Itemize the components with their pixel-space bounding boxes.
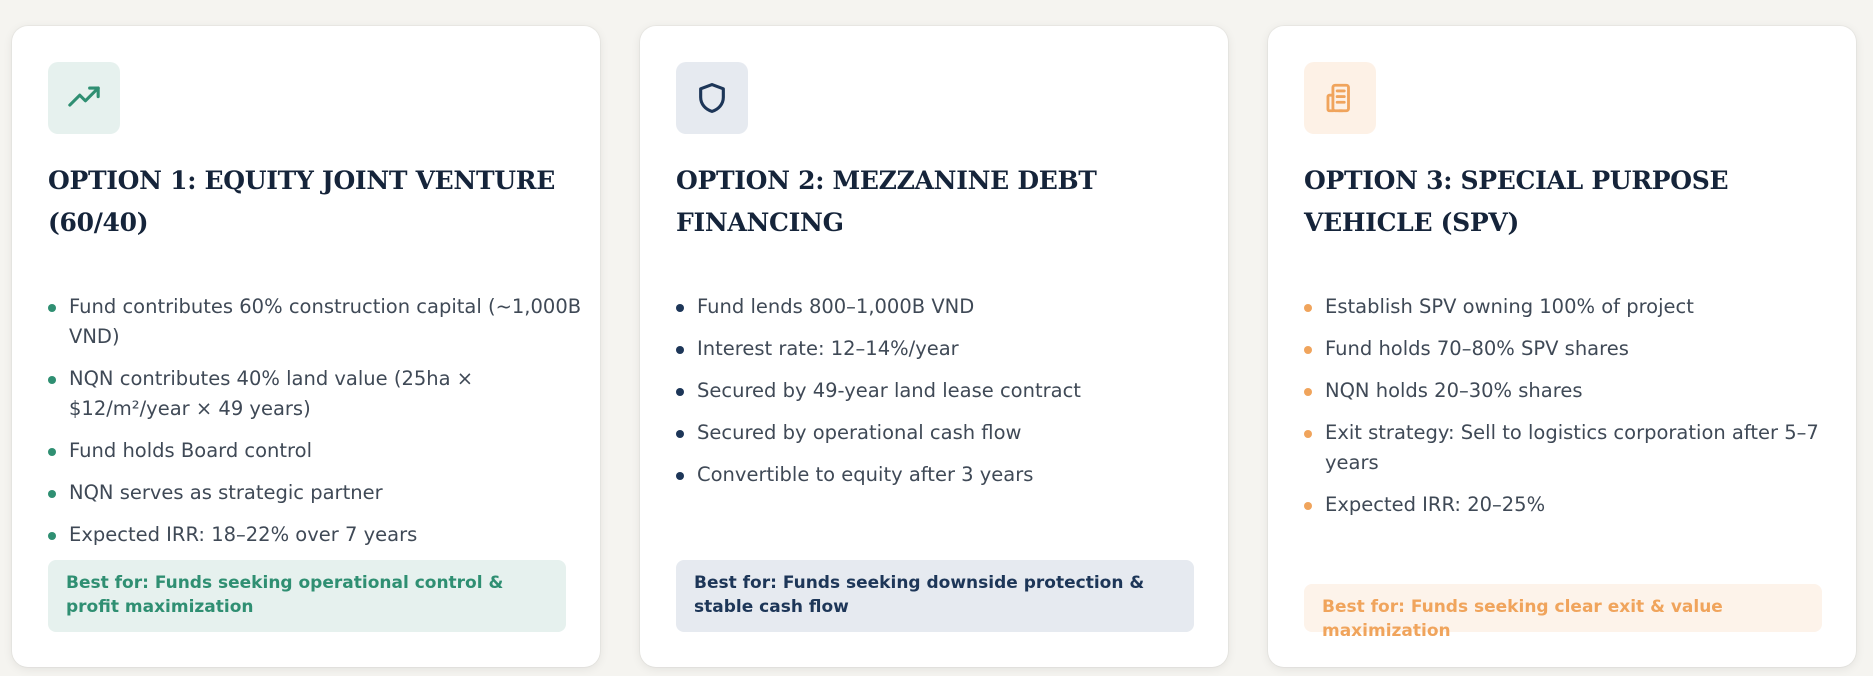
list-item (1304, 292, 1839, 322)
bullet-dot (676, 304, 684, 312)
option-icon-box (1304, 62, 1376, 134)
point-text: Fund holds Board control (69, 439, 312, 462)
best-for-note: Best for: Funds seeking downside protection & stable cash flow (676, 560, 1194, 632)
bullet-dot (48, 490, 56, 498)
bullet-dot (676, 472, 684, 480)
list-item (48, 478, 583, 508)
bullet-dot (48, 448, 56, 456)
option-title: OPTION 2: MEZZANINE DEBT FINANCING (676, 166, 1097, 237)
bullet-dot (676, 346, 684, 354)
list-item (48, 520, 583, 550)
list-item (48, 364, 583, 424)
list-item (1304, 418, 1839, 478)
bullet-dot (676, 388, 684, 396)
option-points-list (676, 292, 1211, 502)
bullet-dot (1304, 346, 1312, 354)
point-text: Interest rate: 12–14%/year (697, 337, 959, 360)
list-item (1304, 334, 1839, 364)
trending-up-icon (67, 81, 101, 115)
option-points-list (1304, 292, 1839, 532)
list-item (676, 334, 1211, 364)
bullet-dot (1304, 502, 1312, 510)
option-icon-box (48, 62, 120, 134)
best-for-note: Best for: Funds seeking clear exit & value maximization (1304, 584, 1822, 632)
point-text: Secured by operational cash flow (697, 421, 1022, 444)
list-item (676, 418, 1211, 448)
list-item (48, 436, 583, 466)
bullet-dot (676, 430, 684, 438)
shield-icon (695, 81, 729, 115)
point-text: Fund contributes 60% construction capital (~1,000B VND) (69, 295, 582, 348)
point-text: Exit strategy: Sell to logistics corporation after 5–7 years (1325, 421, 1819, 474)
option-card-mezzanine-debt (640, 26, 1228, 667)
bullet-dot (48, 532, 56, 540)
point-text: Convertible to equity after 3 years (697, 463, 1034, 486)
option-title: OPTION 1: EQUITY JOINT VENTURE (60/40) (48, 166, 556, 237)
point-text: Expected IRR: 20–25% (1325, 493, 1546, 516)
point-text: NQN contributes 40% land value (25ha × $12/m²/year × 49 years) (69, 367, 474, 420)
point-text: NQN serves as strategic partner (69, 481, 383, 504)
option-card-equity-jv (12, 26, 600, 667)
bullet-dot (48, 304, 56, 312)
point-text: Secured by 49-year land lease contract (697, 379, 1081, 402)
building-icon (1323, 81, 1357, 115)
option-card-spv (1268, 26, 1856, 667)
point-text: Establish SPV owning 100% of project (1325, 295, 1694, 318)
best-for-note: Best for: Funds seeking operational control & profit maximization (48, 560, 566, 632)
bullet-dot (1304, 430, 1312, 438)
bullet-dot (1304, 304, 1312, 312)
option-points-list (48, 292, 583, 562)
point-text: Fund holds 70–80% SPV shares (1325, 337, 1629, 360)
bullet-dot (1304, 388, 1312, 396)
list-item (676, 460, 1211, 490)
point-text: Expected IRR: 18–22% over 7 years (69, 523, 418, 546)
option-icon-box (676, 62, 748, 134)
bullet-dot (48, 376, 56, 384)
option-title: OPTION 3: SPECIAL PURPOSE VEHICLE (SPV) (1304, 166, 1729, 237)
point-text: NQN holds 20–30% shares (1325, 379, 1583, 402)
list-item (676, 292, 1211, 322)
list-item (1304, 376, 1839, 406)
list-item (48, 292, 583, 352)
list-item (1304, 490, 1839, 520)
list-item (676, 376, 1211, 406)
point-text: Fund lends 800–1,000B VND (697, 295, 975, 318)
